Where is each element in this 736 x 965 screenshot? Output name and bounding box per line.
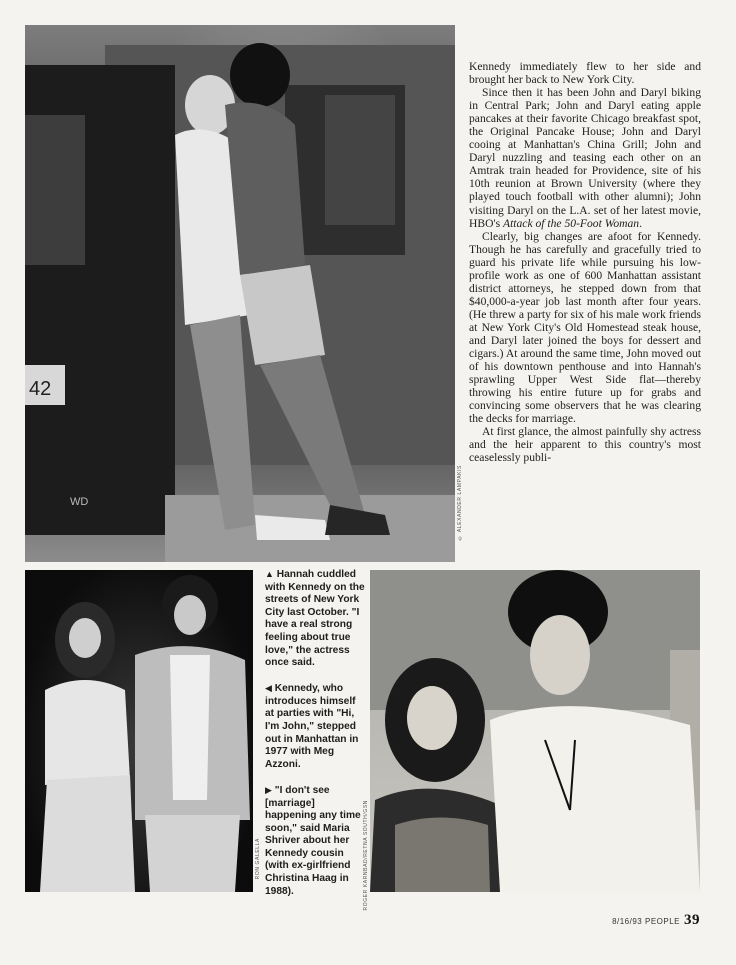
paragraph-3: Clearly, big changes are afoot for Kennedy. Though he has carefully and gracefully tried to guard his private life while pursuing his low-profile work as one of 600 Manhattan assistant district attorneys, he stepped down from that $40,000-a-year job last month after four years. (He threw a party for six of his male work friends at New York City's Old Homestead steak house, and Daryl later joined the boys for dessert and cigars.) At around the same time, John moved out of his downtown penthouse and into Hannah's sprawling Upper West Side flat—thereby throwing his entire future up for grabs and convincing some observers that he was clearing the decks for marriage.	[469, 229, 701, 426]
caption-3-text: "I don't see [marriage] happening any time soon," said Maria Shriver about her Kennedy cousin (with ex-girlfriend Christina Haag in 1988).	[265, 784, 361, 897]
caption-1-text: Hannah cuddled with Kennedy on the streets of New York City last October. "I have a real strong feeling about true love," the actress once said.	[265, 569, 365, 669]
movie-title: Attack of the 50-Foot Woman	[502, 216, 640, 230]
paragraph-2-end: .	[639, 216, 642, 230]
paragraph-4: At first glance, the almost painfully shy actress and the heir apparent to this country's most ceaselessly publi-	[469, 425, 701, 465]
footer-date-publication: 8/16/93 PEOPLE	[612, 917, 680, 926]
photo-kennedy-haag-1988	[370, 570, 700, 892]
captions	[265, 568, 365, 911]
caption-3	[265, 784, 365, 898]
caption-1	[265, 568, 365, 670]
caption-2-text: Kennedy, who introduces himself at parties with "Hi, I'm John," stepped out in Manhattan in 1977 with Meg Azzoni.	[265, 683, 359, 770]
photo-kennedy-1977	[25, 570, 253, 892]
page-number: 39	[684, 912, 700, 928]
photo-couple-hugging	[25, 25, 455, 562]
page-footer	[560, 912, 700, 929]
paragraph-2-text: Since then it has been John and Daryl biking in Central Park; John and Daryl eating apple pancakes at their favorite Chicago breakfast spot, the Original Pancake House; John and Daryl cooing at Manhattan's China Grill; John and Daryl nuzzling and teasing each other on an Amtrak train headed for Providence, site of his 10th reunion at Brown University (where they played touch football with other alumni); John visiting Daryl on the L.A. set of her latest movie, HBO's	[469, 86, 701, 230]
photo-credit-bottom-right: ROGER KARNBAD/RETNA SOUTH/GSN	[363, 800, 369, 911]
photo-credit-top: © ALEXANDER LAMPAKIS	[457, 465, 463, 541]
photo-credit-bottom-left: RON GALELLA	[255, 838, 261, 880]
vehicle-badge-text: WD	[70, 496, 89, 508]
paragraph-1: Kennedy immediately flew to her side and brought her back to New York City.	[469, 60, 701, 87]
caption-right-arrow-icon: ▶	[265, 784, 272, 795]
license-plate-text: 42	[29, 378, 52, 400]
caption-up-arrow-icon: ▲	[265, 569, 274, 579]
caption-left-arrow-icon: ◀	[265, 683, 272, 694]
caption-2	[265, 682, 365, 771]
paragraph-2	[469, 86, 701, 230]
article-body	[469, 60, 701, 464]
